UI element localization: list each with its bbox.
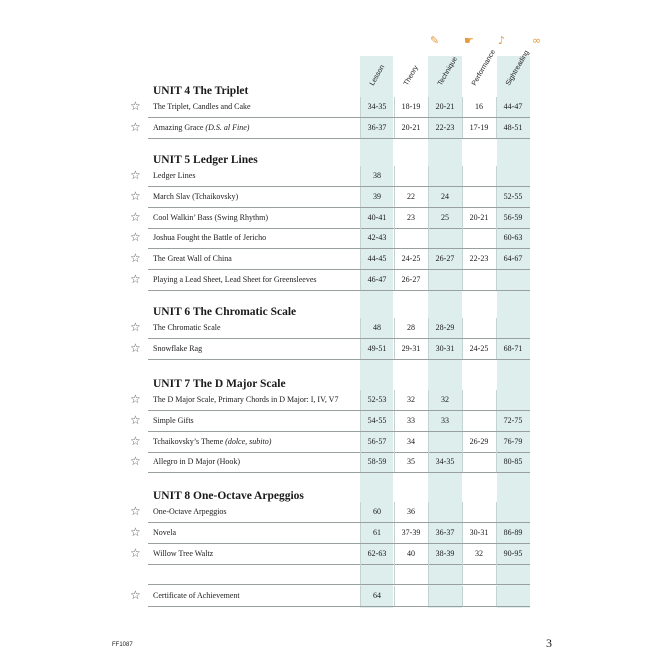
page-ref-performance: 30-31 xyxy=(469,527,489,537)
column-divider xyxy=(496,502,497,522)
column-divider xyxy=(428,564,429,584)
star-icon[interactable]: ☆ xyxy=(130,588,141,602)
glasses-icon: ∞ xyxy=(532,34,542,47)
page-ref-sightreading: 48-51 xyxy=(503,122,523,132)
piece-title: Willow Tree Waltz xyxy=(153,548,214,558)
tempo-note: (D.S. al Fine) xyxy=(205,122,250,132)
blank-row xyxy=(148,564,530,585)
star-icon[interactable]: ☆ xyxy=(130,251,141,266)
star-icon[interactable]: ☆ xyxy=(130,524,141,539)
page-ref-theory: 26-27 xyxy=(401,275,421,284)
page-ref-sightreading: 56-59 xyxy=(503,212,523,222)
star-icon[interactable]: ☆ xyxy=(130,392,141,406)
star-icon[interactable]: ☆ xyxy=(130,340,141,355)
piece-title: Allegro in D Major (Hook) xyxy=(153,457,241,467)
table-row xyxy=(130,270,530,291)
table-row xyxy=(130,166,530,187)
tempo-note: (dolce, subito) xyxy=(225,436,272,446)
column-divider xyxy=(462,564,463,584)
column-divider xyxy=(462,270,463,290)
table-row xyxy=(130,249,530,270)
star-icon[interactable]: ☆ xyxy=(130,209,141,224)
column-divider xyxy=(428,432,429,452)
table-row xyxy=(130,339,530,360)
page-ref-sightreading: 86-89 xyxy=(503,527,523,537)
page-ref-theory: 18-19 xyxy=(401,102,421,111)
page-ref-lesson: 62-63 xyxy=(367,548,387,558)
column-header-theory: Theory xyxy=(402,64,420,87)
page-number: 3 xyxy=(546,636,552,650)
pencil-icon: ✎ xyxy=(430,34,440,47)
star-icon[interactable]: ☆ xyxy=(130,454,141,469)
column-divider xyxy=(462,586,463,606)
piece-title: One-Octave Arpeggios xyxy=(153,507,227,516)
table-row xyxy=(130,118,530,139)
page-ref-theory: 40 xyxy=(407,548,415,558)
page-ref-theory: 33 xyxy=(407,415,415,425)
page-ref-technique: 36-37 xyxy=(435,527,455,537)
column-divider xyxy=(394,564,395,584)
star-icon[interactable]: ☆ xyxy=(130,230,141,245)
column-divider xyxy=(462,166,463,186)
page-ref-sightreading: 60-63 xyxy=(503,233,523,243)
hand-icon: ☛ xyxy=(464,34,474,47)
page-ref-technique: 33 xyxy=(441,415,449,425)
page-ref-technique: 25 xyxy=(441,212,449,222)
column-divider xyxy=(462,187,463,207)
column-divider xyxy=(428,586,429,606)
piece-title: March Slav (Tchaikovsky) xyxy=(153,191,239,201)
page-ref-lesson: 61 xyxy=(373,527,381,537)
page-ref-technique: 38-39 xyxy=(435,548,455,558)
column-divider xyxy=(462,502,463,522)
page-ref-theory: 34 xyxy=(407,436,415,446)
column-divider xyxy=(394,166,395,186)
table-row xyxy=(130,187,530,208)
column-divider xyxy=(496,270,497,290)
piece-title: The Triplet, Candles and Cake xyxy=(153,102,251,111)
footer-code: FF1087 xyxy=(112,642,133,648)
unit-title: UNIT 6 The Chromatic Scale xyxy=(153,306,297,318)
piece-title: The Great Wall of China xyxy=(153,254,232,264)
unit-title: UNIT 8 One-Octave Arpeggios xyxy=(153,490,304,502)
column-divider xyxy=(394,228,395,248)
piece-title: Cool Walkin’ Bass (Swing Rhythm) xyxy=(153,212,269,222)
page-ref-sightreading: 80-85 xyxy=(503,457,523,467)
unit-title: UNIT 4 The Triplet xyxy=(153,85,249,97)
column-divider xyxy=(394,586,395,606)
page-ref-lesson: 46-47 xyxy=(367,275,387,284)
piece-title: Snowflake Rag xyxy=(153,343,203,353)
piece-title: Playing a Lead Sheet, Lead Sheet for Greensleeves xyxy=(153,275,317,284)
star-icon[interactable]: ☆ xyxy=(130,272,141,286)
piece-title: Amazing Grace (D.S. al Fine) xyxy=(153,122,250,132)
table-row xyxy=(130,318,530,339)
certificate-row xyxy=(130,586,530,607)
star-icon[interactable]: ☆ xyxy=(130,168,141,182)
page-ref-technique: 20-21 xyxy=(435,102,455,111)
star-icon[interactable]: ☆ xyxy=(130,99,141,113)
page-ref-sightreading: 68-71 xyxy=(503,343,523,353)
column-divider xyxy=(360,564,361,584)
page-ref-lesson: 54-55 xyxy=(367,415,387,425)
page-ref-performance: 17-19 xyxy=(469,122,489,132)
page-ref-performance: 16 xyxy=(475,102,483,111)
table-row xyxy=(130,97,530,118)
page-ref-sightreading: 52-55 xyxy=(503,191,523,201)
page-ref-theory: 36 xyxy=(407,507,415,516)
column-divider xyxy=(428,228,429,248)
page-ref-lesson: 49-51 xyxy=(367,343,387,353)
column-divider xyxy=(462,318,463,338)
column-divider xyxy=(496,166,497,186)
page-ref-sightreading: 64-67 xyxy=(503,254,523,264)
table-row xyxy=(130,390,530,411)
page-ref-performance: 20-21 xyxy=(469,212,489,222)
table-row xyxy=(130,502,530,523)
music-note-icon: ♪ xyxy=(498,34,506,47)
page-ref-lesson: 40-41 xyxy=(367,212,387,222)
star-icon[interactable]: ☆ xyxy=(130,412,141,427)
table-row xyxy=(130,523,530,544)
page-ref-lesson: 60 xyxy=(373,507,381,516)
page-ref-sightreading: 44-47 xyxy=(503,102,523,111)
column-divider xyxy=(496,564,497,584)
page-ref-technique: 30-31 xyxy=(435,343,455,353)
page-ref-theory: 24-25 xyxy=(401,254,421,264)
page-ref-technique: 28-29 xyxy=(435,323,455,332)
page-ref-lesson: 42-43 xyxy=(367,233,387,243)
page-ref-theory: 32 xyxy=(407,395,415,404)
page-ref-theory: 22 xyxy=(407,191,415,201)
page-ref-technique: 32 xyxy=(441,395,449,404)
page-ref-theory: 20-21 xyxy=(401,122,421,132)
column-divider xyxy=(462,390,463,410)
column-divider xyxy=(462,452,463,472)
column-divider xyxy=(462,411,463,431)
piece-title: Novela xyxy=(153,527,177,537)
page-ref-lesson: 56-57 xyxy=(367,436,387,446)
column-divider xyxy=(496,318,497,338)
page-ref-lesson: 36-37 xyxy=(367,122,387,132)
page-ref-theory: 23 xyxy=(407,212,415,222)
page-ref-technique: 22-23 xyxy=(435,122,455,132)
page-ref-lesson: 39 xyxy=(373,191,381,201)
table-row xyxy=(130,228,530,249)
column-divider xyxy=(428,166,429,186)
star-icon[interactable]: ☆ xyxy=(130,320,141,334)
page-ref-technique: 34-35 xyxy=(435,457,455,467)
star-icon[interactable]: ☆ xyxy=(130,188,141,203)
page-ref-sightreading: 72-75 xyxy=(503,415,523,425)
table-row xyxy=(130,452,530,473)
page-ref-lesson: 34-35 xyxy=(367,102,387,111)
star-icon[interactable]: ☆ xyxy=(130,545,141,560)
page-ref-performance: 32 xyxy=(475,548,483,558)
page-ref-technique: 26-27 xyxy=(435,254,455,264)
page-ref-lesson: 38 xyxy=(373,171,381,180)
unit-title: UNIT 5 Ledger Lines xyxy=(153,154,258,166)
page-ref-lesson: 58-59 xyxy=(367,457,387,467)
column-header-lesson: Lesson xyxy=(368,63,387,87)
page-ref-theory: 29-31 xyxy=(401,343,421,353)
page-ref-lesson: 48 xyxy=(373,323,381,332)
page-ref-theory: 37-39 xyxy=(401,527,421,537)
page-ref-performance: 22-23 xyxy=(469,254,489,264)
page-ref-lesson: 44-45 xyxy=(367,254,387,264)
piece-title: Ledger Lines xyxy=(153,171,196,180)
column-header-technique: Technique xyxy=(436,55,459,87)
table-row xyxy=(130,544,530,565)
piece-title: Joshua Fought the Battle of Jericho xyxy=(153,233,267,243)
table-row xyxy=(130,411,530,432)
page-ref-performance: 26-29 xyxy=(469,436,489,446)
piece-title: The Chromatic Scale xyxy=(153,323,221,332)
page-ref-technique: 24 xyxy=(441,191,449,201)
page-ref-performance: 24-25 xyxy=(469,343,489,353)
page-ref-theory: 35 xyxy=(407,457,415,467)
page-ref-theory: 28 xyxy=(407,323,415,332)
column-divider xyxy=(428,270,429,290)
column-divider xyxy=(428,502,429,522)
table-row xyxy=(130,432,530,453)
star-icon[interactable]: ☆ xyxy=(130,433,141,448)
page-ref-sightreading: 90-95 xyxy=(503,548,523,558)
column-header-sightreading: Sightreading xyxy=(504,49,531,87)
column-divider xyxy=(462,228,463,248)
piece-title: The D Major Scale, Primary Chords in D Major: I, IV, V7 xyxy=(153,395,339,404)
table-row xyxy=(130,208,530,229)
page-ref-sightreading: 76-79 xyxy=(503,436,523,446)
page-ref-lesson: 64 xyxy=(373,591,381,600)
column-divider xyxy=(496,390,497,410)
unit-title: UNIT 7 The D Major Scale xyxy=(153,378,286,390)
piece-title: Tchaikovsky’s Theme (dolce, subito) xyxy=(153,436,272,446)
star-icon[interactable]: ☆ xyxy=(130,504,141,518)
column-divider xyxy=(496,586,497,606)
piece-title: Simple Gifts xyxy=(153,415,194,425)
star-icon[interactable]: ☆ xyxy=(130,119,141,134)
page-ref-lesson: 52-53 xyxy=(367,395,387,404)
piece-title: Certificate of Achievement xyxy=(153,591,240,600)
column-header-performance: Performance xyxy=(470,48,498,87)
